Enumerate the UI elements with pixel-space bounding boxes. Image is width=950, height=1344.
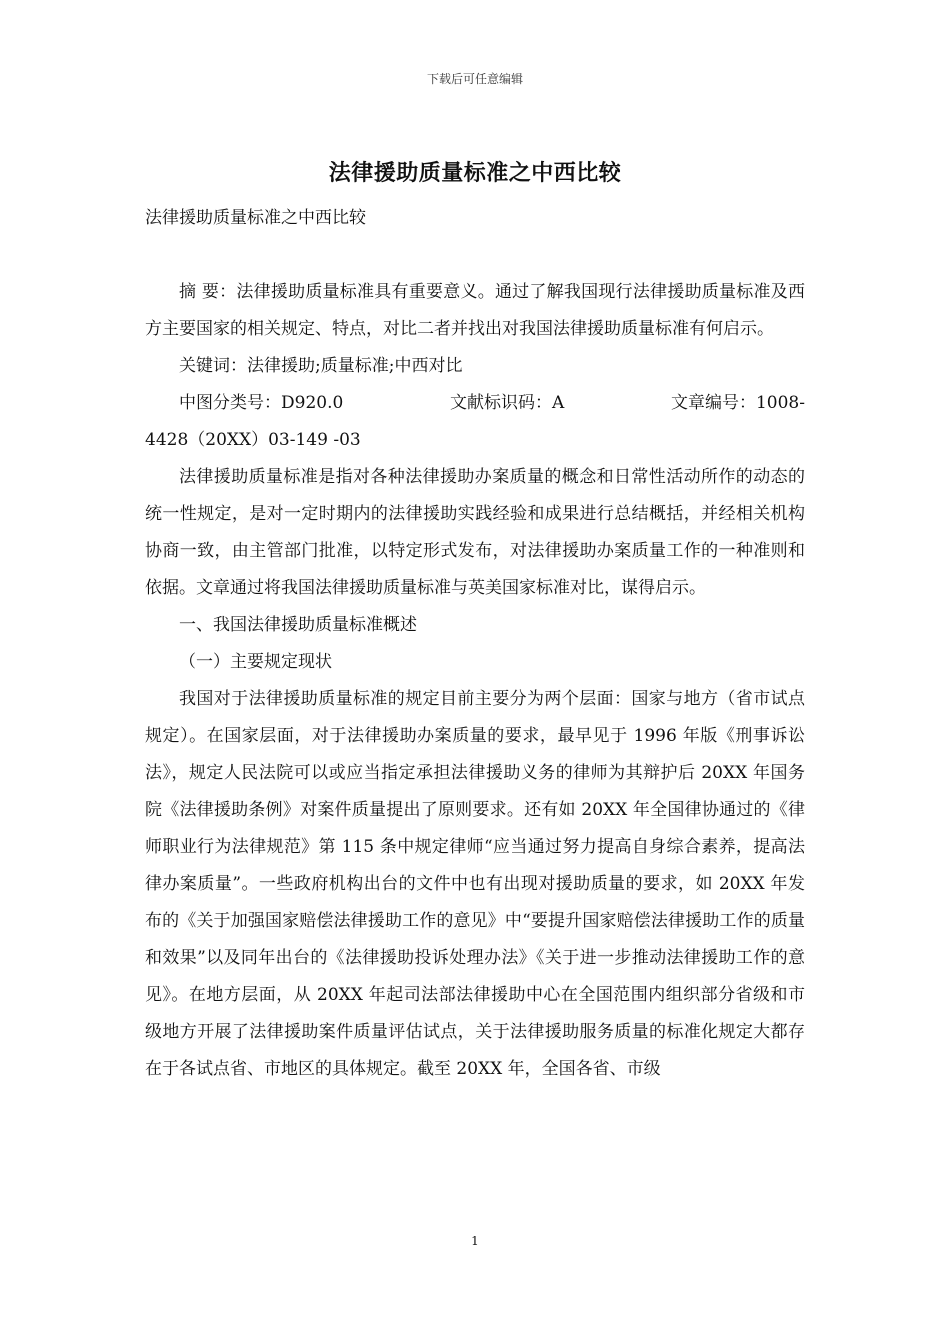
page-number: 1 <box>471 1234 479 1248</box>
section-heading: 一、我国法律援助质量标准概述 <box>179 615 417 635</box>
clc-number: 中图分类号：D920.0 <box>179 393 344 413</box>
keywords-line: 关键词：法律援助;质量标准;中西对比 <box>179 356 463 376</box>
document-title: 法律援助质量标准之中西比较 <box>328 160 622 186</box>
subsection-heading: （一）主要规定现状 <box>179 652 332 672</box>
intro-paragraph: 法律援助质量标准是指对各种法律援助办案质量的概念和日常性活动所作的动态的统一性规定，是对一定时期内的法律援助实践经验和成果进行总结概括，并经相关机构协商一致，由主管部门批准，以特定形式发布，对法律援助办案质量工作的一种准则和依据。文章通过将我国法律援助质量标准与英美国家标准对比，谋得启示。 <box>145 467 805 598</box>
document-subtitle: 法律援助质量标准之中西比较 <box>145 208 366 228</box>
abstract-paragraph: 摘 要：法律援助质量标准具有重要意义。通过了解我国现行法律援助质量标准及西方主要国家的相关规定、特点，对比二者并找出对我国法律援助质量标准有何启示。 <box>145 282 805 339</box>
header-note: 下载后可任意编辑 <box>426 72 523 86</box>
body-paragraph: 我国对于法律援助质量标准的规定目前主要分为两个层面：国家与地方（省市试点规定）。在国家层面，对于法律援助办案质量的要求，最早见于 1996 年版《刑事诉讼法》，规定人民法院可以或应当指定承担法律援助义务的律师为其辩护后 20XX 年国务院《法律援助条例》对案件质量提出了原则要求。还有如 20XX 年全国律协通过的《律师职业行为法律规范》第 115 条中规定律师“应当通过努力提高自身综合素养，提高法律办案质量”。一些政府机构出台的文件中也有出现对援助质量的要求，如 20XX 年发布的《关于加强国家赔偿法律援助工作的意见》中“要提升国家赔偿法律援助工作的质量和效果”以及同年出台的《法律援助投诉处理办法》《关于进一步推动法律援助工作的意见》。在地方层面，从 20XX 年起司法部法律援助中心在全国范围内组织部分省级和市级地方开展了法律援助案件质量评估试点，关于法律援助服务质量的标准化规定大都存在于各试点省、市地区的具体规定。截至 20XX 年，全国各省、市级 <box>145 689 805 1079</box>
classification-line <box>145 385 805 422</box>
document-code: 文献标识码：A <box>450 393 565 413</box>
document-body <box>145 200 805 1088</box>
article-number: 文章编号：1008- <box>670 393 805 413</box>
article-number-continued: 4428（20XX）03-149 -03 <box>145 430 361 450</box>
